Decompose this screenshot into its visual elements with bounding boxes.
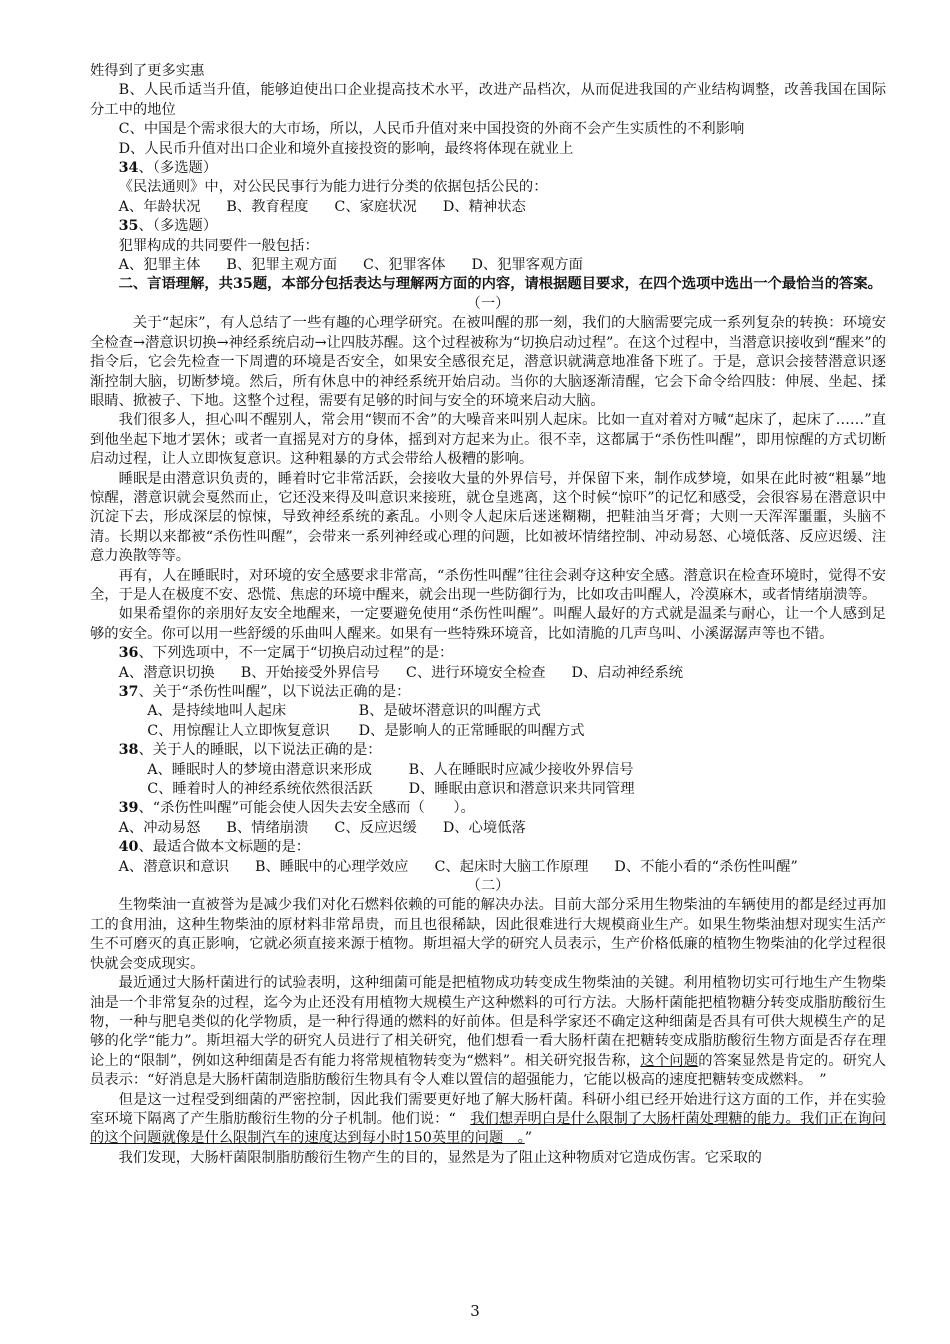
option: D、是影响人的正常睡眠的叫醒方式 [358,722,585,739]
option: B、人在睡眠时应减少接收外界信号 [408,761,634,778]
passage-1-paragraph: 我们很多人，担心叫不醒别人，常会用“锲而不舍”的大噪音来叫别人起床。比如一直对着对方喊“起床了，起床了……”直到他坐起下地才罢休；或者一直摇晃对方的身体，摇到对方起来为止。很不幸，这都属于“杀伤性叫醒”，即用惊醒的方式切断启动过程，让人立即恢复意识。这种粗暴的方式会带给人极糟的影响。 [90,412,886,468]
option: B、开始接受外界信号 [240,664,380,681]
passage-2-paragraph: 但是这一过程受到细菌的严密控制，因此我们需要更好地了解大肠杆菌。科研小组已经开始进行这方面的工作，并在实验室环境下隔离了产生脂肪酸衍生物的分子机制。他们说：“ 我们想弄明白是什么限制了大肠杆菌处理糖的能力。我们正在询问的这个问题就像是什么限制汽车的速度达到每小时150英里的问题 。” [90,1091,886,1147]
passage-1-paragraph: 再有，人在睡眠时，对环境的安全感要求非常高，“杀伤性叫醒”往往会剥夺这种安全感。潜意识在检查环境时，觉得不安全，于是人在极度不安、恐慌、焦虑的环境中醒来，就会出现一些防御行为，比如攻击叫醒人，冷漠麻木，或者情绪崩溃等。 [90,567,886,603]
question-34-stem: 《民法通则》中，对公民民事行为能力进行分类的依据包括公民的： [118,179,548,196]
question-39-stem: 39、“杀伤性叫醒”可能会使人因失去安全感而（ ）。 [118,800,475,817]
option: D、不能小看的“杀伤性叫醒” [614,858,798,875]
question-38-options-row [90,780,886,799]
option: D、启动神经系统 [571,664,684,681]
question-38-options-row [90,761,886,780]
section-heading: 二、言语理解，共35题，本部分包括表达与理解两方面的内容，请根据题目要求，在四个选项中选出一个最恰当的答案。 [118,276,882,293]
question-35-options [90,256,886,275]
passage-1-label: （一） [466,295,510,312]
passage-1-paragraph: 睡眠是由潜意识负责的，睡着时它非常活跃，会接收大量的外界信号，并保留下来，制作成梦境，如果在此时被“粗暴”地惊醒，潜意识就会戛然而止，它还没来得及叫意识来接班，就仓皇逃离，这个时候“惊吓”的记忆和感受，会很容易在潜意识中沉淀下去，形成深层的惊悚，导致神经系统的紊乱。小则令人起床后迷迷糊糊，把鞋油当牙膏；大则一天浑浑噩噩，头脑不清。长期以来都被“杀伤性叫醒”，会带来一系列神经或心理的问题，比如被坏情绪控制、冲动易怒、心境低落、反应迟缓、注意力涣散等等。 [90,470,886,565]
passage-2-paragraph: 我们发现，大肠杆菌限制脂肪酸衍生物产生的目的，显然是为了阻止这种物质对它造成伤害。它采取的 [118,1149,762,1166]
prev-option-c: C、中国是个需求很大的大市场，所以，人民币升值对来中国投资的外商不会产生实质性的不利影响 [118,121,745,138]
question-34-options [90,198,886,217]
passage-1-paragraph: 如果希望你的亲朋好友安全地醒来，一定要避免使用“杀伤性叫醒”。叫醒人最好的方式就是温柔与耐心，让一个人感到足够的安全。你可以用一些舒缓的乐曲叫人醒来。如果有一些特殊环境音，比如清脆的几声鸟叫、小溪潺潺声等也不错。 [90,606,886,642]
page-number: 3 [470,1302,480,1320]
option: A、冲动易怒 [118,819,201,836]
option: C、反应迟缓 [334,819,417,836]
question-39-options [90,819,886,838]
option: A、潜意识和意识 [118,858,229,875]
prev-option-d: D、人民币升值对出口企业和境外直接投资的影响，最终将体现在就业上 [118,140,574,157]
option: B、犯罪主观方面 [226,257,337,274]
option: A、是持续地叫人起床 [147,703,287,720]
prev-question-continuation: 姓得到了更多实惠 [90,63,205,79]
option: C、睡着时人的神经系统依然很活跃 [147,781,373,798]
question-36-stem: 36、下列选项中，不一定属于“切换启动过程”的是： [118,645,454,662]
underlined-phrase: 这个问题 [640,1052,699,1069]
option: A、潜意识切换 [118,664,215,681]
option: C、家庭状况 [334,198,417,215]
passage-1-paragraph: 关于“起床”，有人总结了一些有趣的心理学研究。在被叫醒的那一刻，我们的大脑需要完成一系列复杂的转换：环境安全检查→潜意识切换→神经系统启动→让四肢苏醒。这个过程被称为“切换启动过程”。在这个过程中，当潜意识接收到“醒来”的指令后，它会先检查一下周遭的环境是否安全，如果安全感很充足，潜意识就满意地准备下班了。于是，意识会接替潜意识逐渐控制大脑，切断梦境。然后，所有休息中的神经系统开始启动。当你的大脑逐渐清醒，它会下命令给四肢：伸展、坐起、揉眼睛、掀被子、下地。这整个过程，需要有足够的时间与安全的环境来启动大脑。 [90,315,886,409]
question-37-stem: 37、关于“杀伤性叫醒”，以下说法正确的是： [118,684,411,700]
passage-2-paragraph: 最近通过大肠杆菌进行的试验表明，这种细菌可能是把植物成功转变成生物柴油的关键。利用植物切实可行地生产生物柴油是一个非常复杂的过程，迄今为止还没有用植物大规模生产这种燃料的可行方法。大肠杆菌能把植物糖分转变成脂肪酸衍生物，一种与肥皂类似的化学物质，是一种行得通的燃料的好前体。但是科学家还不确定这种细菌是否具有可供大规模生产的足够的化学“能力”。斯坦福大学的研究人员进行了相关研究，他们想看一看大肠杆菌在把糖转变成脂肪酸衍生物方面是否存在理论上的“限制”，例如这种细菌是否有能力将常规植物转变为“燃料”。相关研究报告称，这个问题的答案显然是肯定的。研究人员表示：“好消息是大肠杆菌制造脂肪酸衍生物具有令人难以置信的超强能力，它能以极高的速度把糖转变成燃料。 ” [90,975,887,1089]
option: B、情绪崩溃 [226,819,309,836]
option: D、睡眠由意识和潜意识来共同管理 [408,781,635,798]
option: B、是破坏潜意识的叫醒方式 [358,703,541,720]
option: A、睡眠时人的梦境由潜意识来形成 [147,761,372,778]
passage-2-label: （二） [466,878,510,895]
option: D、精神状态 [442,198,526,215]
question-37-options-row [90,722,886,741]
question-38-stem: 38、关于人的睡眠，以下说法正确的是： [118,742,382,759]
option: C、用惊醒让人立即恢复意识 [147,722,330,739]
question-40-options [90,858,886,877]
option: C、起床时大脑工作原理 [434,858,589,875]
document-page [90,62,886,1168]
question-35-header: 35、（多选题） [118,218,218,235]
passage-2-paragraph: 生物柴油一直被誉为是减少我们对化石燃料依赖的可能的解决办法。目前大部分采用生物柴油的车辆使用的都是经过再加工的食用油，这种生物柴油的原材料非常昂贵，而且也很稀缺，因此很难进行大规模商业生产。如果生物柴油想对现实生活产生不可磨灭的真正影响，它就必须直接来源于植物。斯坦福大学的研究人员表示，生产价格低廉的植物生物柴油的化学过程很快就会变成现实。 [90,897,886,972]
prev-option-b: B、人民币适当升值，能够迫使出口企业提高技术水平，改进产品档次，从而促进我国的产业结构调整，改善我国在国际分工中的地位 [90,82,886,118]
option: B、睡眠中的心理学效应 [255,858,409,875]
option: A、年龄状况 [118,198,201,215]
question-35-stem: 犯罪构成的共同要件一般包括： [118,237,319,254]
underlined-sentence: 我们想弄明白是什么限制了大肠杆菌处理糖的能力。我们正在询问的这个问题就像是什么限制汽车的速度达到每小时150英里的问题 。 [90,1110,886,1147]
question-37-options-row [90,702,886,721]
option: B、教育程度 [226,198,309,215]
option: D、犯罪客观方面 [471,257,583,274]
option: C、犯罪客体 [363,257,446,274]
question-36-options [90,664,886,683]
option: A、犯罪主体 [118,257,201,274]
option: D、心境低落 [442,819,526,836]
question-40-stem: 40、最适合做本文标题的是： [118,839,311,856]
option: C、进行环境安全检查 [405,664,546,681]
question-34-header: 34、（多选题） [118,160,218,177]
